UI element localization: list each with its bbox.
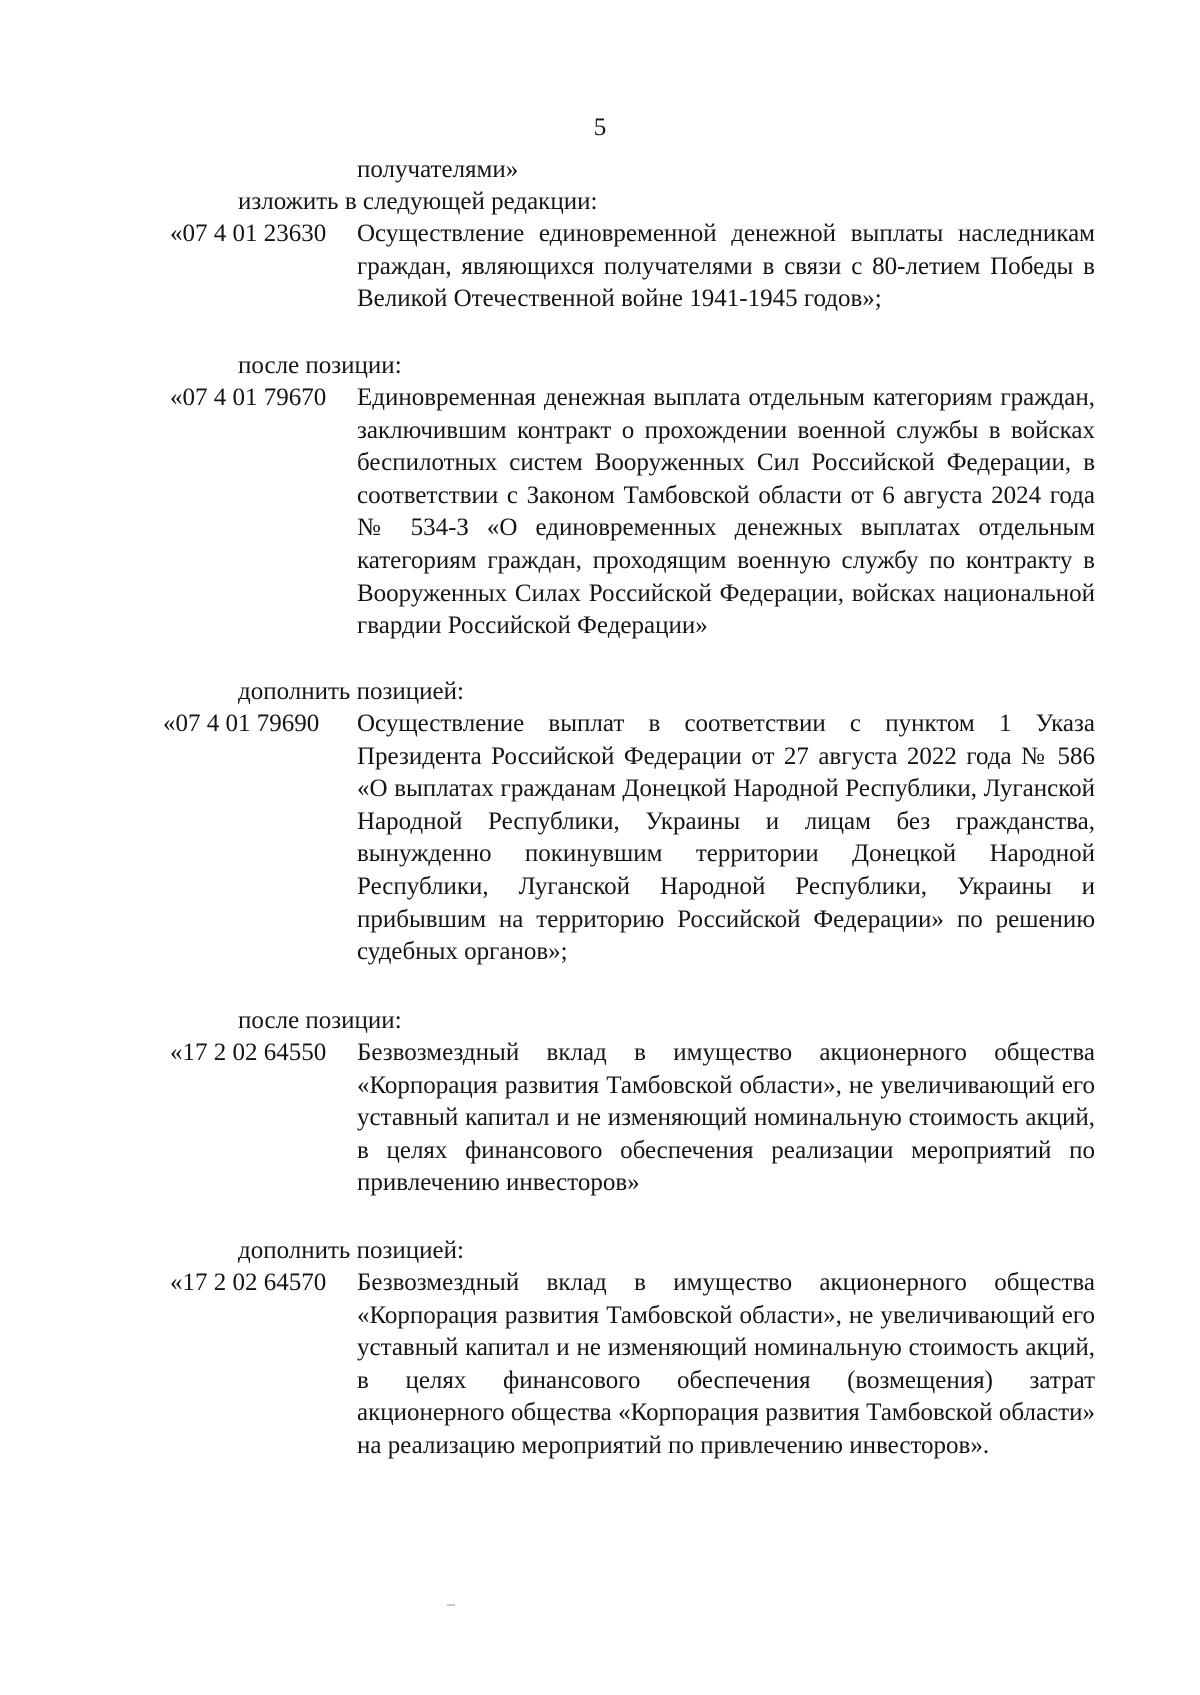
scan-speck (447, 1604, 455, 1606)
page-number: 5 (593, 114, 607, 141)
instruction-replace: изложить в следующей редакции: (238, 188, 598, 215)
instruction-add-position: дополнить позицией: (238, 678, 464, 705)
entry-text: Единовременная денежная выплата отдельным категориям граждан, заключившим контракт о прохождении военной службы в войсках беспилотных систем Вооруженных Сил Российской Федерации, в соответствии с Законом Тамбовской области от 6 августа 2024 года № 534-З «О единовременных денежных выплатах отдельным категориям граждан, проходящим военную службу по контракту в Вооруженных Силах Российской Федерации, войсках национальной гвардии Российской Федерации» (357, 384, 1095, 640)
entry-code: «17 2 02 64550 (170, 1039, 327, 1066)
entry-code: «17 2 02 64570 (170, 1269, 327, 1296)
instruction-after-position: после позиции: (238, 352, 402, 379)
entry-code: «07 4 01 79670 (170, 384, 327, 411)
entry-text: Безвозмездный вклад в имущество акционерного общества «Корпорация развития Тамбовской области», не увеличивающий его уставный капитал и не изменяющий номинальную стоимость акций, в целях финансового обеспечения реализации мероприятий по привлечению инвесторов» (357, 1039, 1095, 1197)
entry-text: Безвозмездный вклад в имущество акционерного общества «Корпорация развития Тамбовской области», не увеличивающий его уставный капитал и не изменяющий номинальную стоимость акций, в целях финансового обеспечения (возмещения) затрат акционерного общества «Корпорация развития Тамбовской области» на реализацию мероприятий по привлечению инвесторов». (357, 1269, 1095, 1459)
entry-code: «07 4 01 23630 (170, 220, 327, 247)
instruction-after-position: после позиции: (238, 1007, 402, 1034)
entry-text: Осуществление выплат в соответствии с пунктом 1 Указа Президента Российской Федерации от 27 августа 2022 года № 586 «О выплатах гражданам Донецкой Народной Республики, Луганской Народной Республики, Украины и лицам без гражданства, вынужденно покинувшим территории Донецкой Народной Республики, Луганской Народной Республики, Украины и прибывшим на территорию Российской Федерации» по решению судебных органов»; (357, 710, 1095, 966)
entry-code: «07 4 01 79690 (163, 710, 320, 737)
instruction-add-position: дополнить позицией: (238, 1237, 464, 1264)
continuation-text: получателями» (357, 156, 519, 183)
entry-text: Осуществление единовременной денежной выплаты наследникам граждан, являющихся получателями в связи с 80-летием Победы в Великой Отечественной войне 1941-1945 годов»; (357, 220, 1095, 313)
